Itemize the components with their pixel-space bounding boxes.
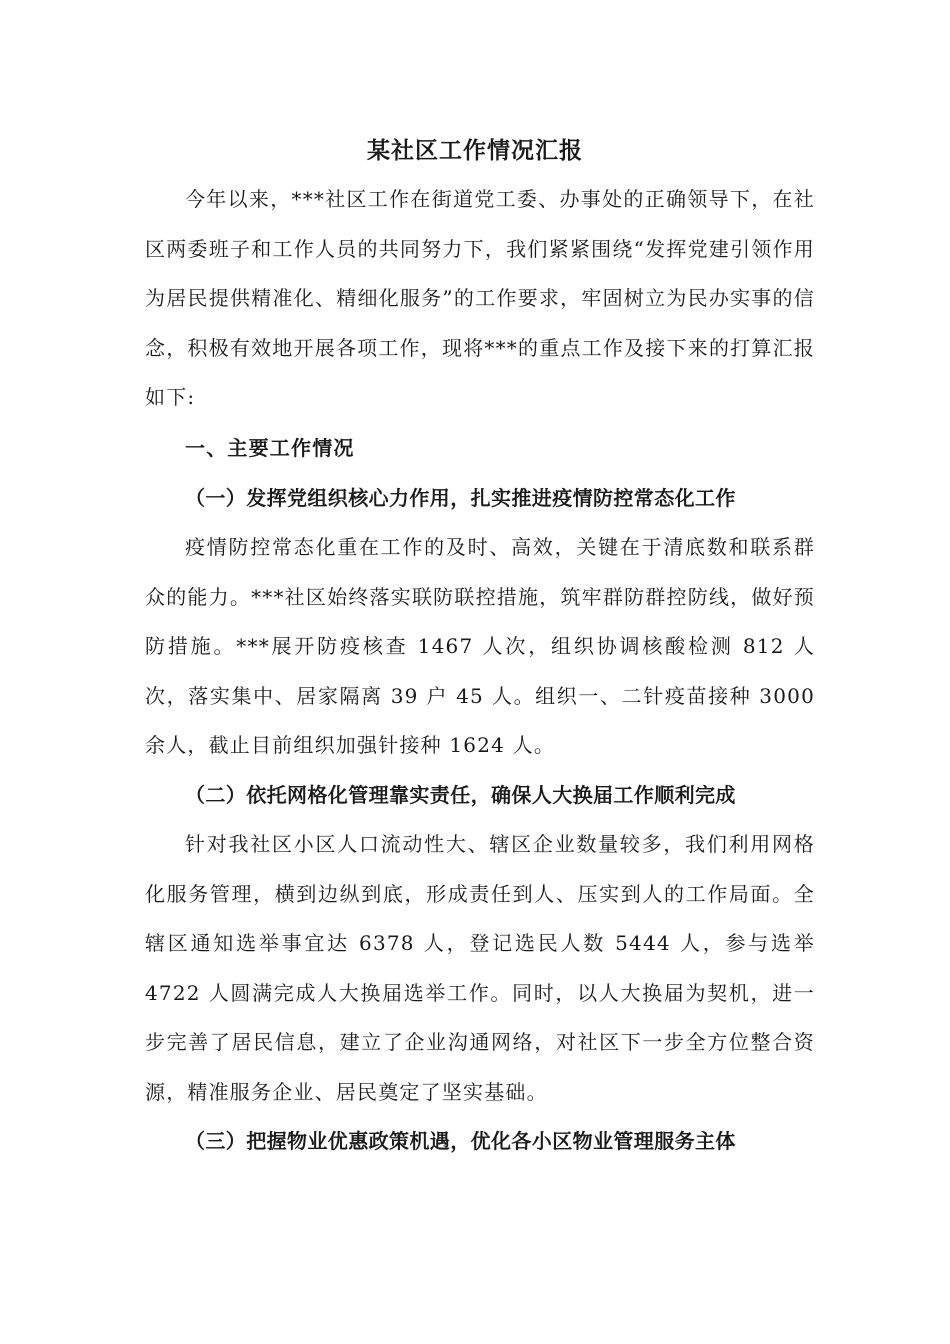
subsection-body: 针对我社区小区人口流动性大、辖区企业数量较多，我们利用网格化服务管理，横到边纵到底，形成责任到人、压实到人的工作局面。全辖区通知选举事宜达 6378 人，登记选民人数 5444 人，参与选举 4722 人圆满完成人大换届选举工作。同时，以人大换届为契机，进一步完善了居民信息，建立了企业沟通网络，对社区下一步全方位整合资源，精准服务企业、居民奠定了坚实基础。 bbox=[145, 832, 815, 1104]
document-title: 某社区工作情况汇报 bbox=[367, 137, 583, 164]
subsection-heading: （一）发挥党组织核心力作用，扎实推进疫情防控常态化工作 bbox=[185, 485, 736, 510]
section-1-block bbox=[145, 424, 815, 1167]
subsection-body: 疫情防控常态化重在工作的及时、高效，关键在于清底数和联系群众的能力。***社区始终落实联防联控措施，筑牢群防群控防线，做好预防措施。***展开防疫核查 1467 人次，组织协调核酸检测 812 人次，落实集中、居家隔离 39 户 45 人。组织一、二针疫苗接种 3000 余人，截止目前组织加强针接种 1624 人。 bbox=[145, 535, 815, 757]
intro-block bbox=[145, 175, 815, 423]
intro-paragraph: 今年以来，***社区工作在街道党工委、办事处的正确领导下，在社区两委班子和工作人员的共同努力下，我们紧紧围绕“发挥党建引领作用为居民提供精准化、精细化服务”的工作要求，牢固树立为民办实事的信念，积极有效地开展各项工作，现将***的重点工作及接下来的打算汇报如下: bbox=[145, 187, 815, 409]
section-heading: 一、主要工作情况 bbox=[185, 436, 355, 460]
subsection-heading: （三）把握物业优惠政策机遇，优化各小区物业管理服务主体 bbox=[185, 1129, 736, 1153]
subsection-heading: （二）依托网格化管理靠实责任，确保人大换届工作顺利完成 bbox=[185, 782, 736, 807]
